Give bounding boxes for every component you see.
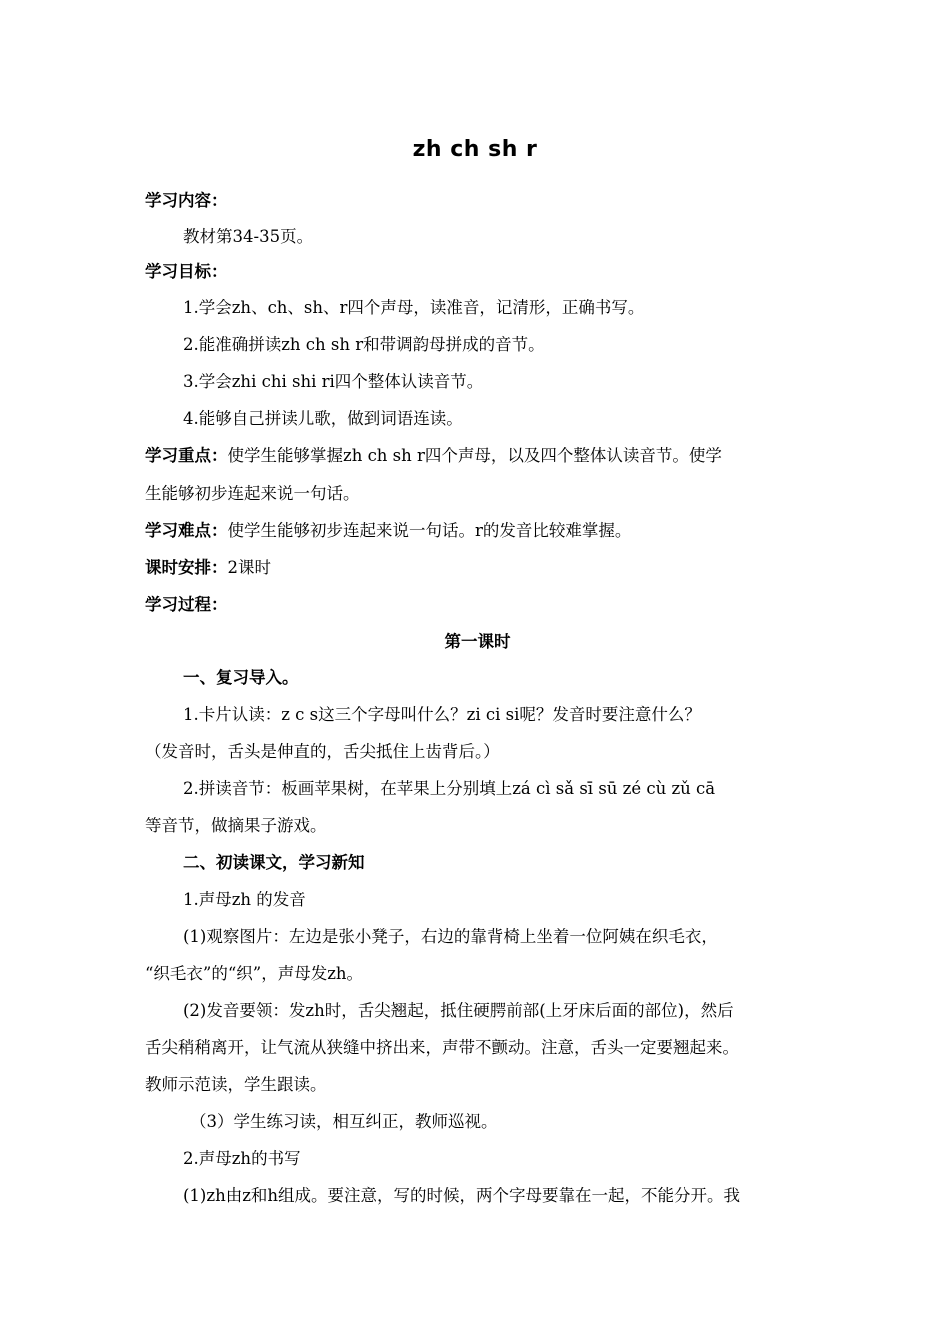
process-label: 学习过程： <box>145 595 228 614</box>
s2-p1-line2: “织毛衣”的“织”，声母发zh。 <box>145 964 364 983</box>
s2-p4-line1: (1)zh由z和h组成。要注意，写的时候，两个字母要靠在一起，不能分开。我 <box>183 1186 741 1205</box>
s2-sub1: 1.声母zh 的发音 <box>183 890 306 909</box>
goals-label: 学习目标： <box>145 262 228 281</box>
goals-section <box>145 261 810 283</box>
section1-heading: 一、复习导入。 <box>183 668 299 687</box>
schedule-label: 课时安排： <box>145 558 228 577</box>
s2-p3: （3）学生练习读，相互纠正，教师巡视。 <box>190 1112 498 1131</box>
difficulty-label: 学习难点： <box>145 521 228 540</box>
s2-p1-line1: (1)观察图片：左边是张小凳子，右边的靠背椅上坐着一位阿姨在织毛衣， <box>183 927 718 946</box>
key-points <box>145 445 810 467</box>
difficulty-text: 使学生能够初步连起来说一句话。r的发音比较难掌握。 <box>227 521 632 540</box>
content-text: 教材第34-35页。 <box>183 227 314 246</box>
key-text: 使学生能够掌握zh ch sh r四个声母，以及四个整体认读音节。使学 <box>227 446 722 465</box>
s1-p2-line1: 2.拼读音节：板画苹果树，在苹果上分别填上zá cì sǎ sī sū zé cù zǔ cā <box>183 779 716 798</box>
s1-p2-line2: 等音节，做摘果子游戏。 <box>145 816 327 835</box>
process-section <box>145 594 810 616</box>
key-label: 学习重点： <box>145 446 228 465</box>
s2-p2-line3: 教师示范读，学生跟读。 <box>145 1075 327 1094</box>
s1-p1-line2: （发音时，舌头是伸直的，舌尖抵住上齿背后。） <box>145 742 500 761</box>
goal-item: 2.能准确拼读zh ch sh r和带调韵母拼成的音节。 <box>183 335 545 354</box>
document-title: zh ch sh r <box>412 137 538 162</box>
content-section <box>145 190 810 212</box>
s2-p2-line2: 舌尖稍稍离开，让气流从狭缝中挤出来，声带不颤动。注意，舌头一定要翘起来。 <box>145 1038 739 1057</box>
schedule-text: 2课时 <box>227 558 271 577</box>
key-text-continued: 生能够初步连起来说一句话。 <box>145 484 360 503</box>
s1-p1-line1: 1.卡片认读：z c s这三个字母叫什么？zi ci si呢？发音时要注意什么？ <box>183 705 701 724</box>
schedule <box>145 557 810 579</box>
goal-item: 3.学会zhi chi shi ri四个整体认读音节。 <box>183 372 484 391</box>
lesson-heading: 第一课时 <box>444 632 511 651</box>
s2-p2-line1: (2)发音要领：发zh时，舌尖翘起，抵住硬腭前部(上牙床后面的部位)，然后 <box>183 1001 734 1020</box>
s2-sub2: 2.声母zh的书写 <box>183 1149 301 1168</box>
goal-item: 4.能够自己拼读儿歌，做到词语连读。 <box>183 409 463 428</box>
difficulty <box>145 520 810 542</box>
content-label: 学习内容： <box>145 191 228 210</box>
goal-item: 1.学会zh、ch、sh、r四个声母，读准音，记清形，正确书写。 <box>183 298 645 317</box>
section2-heading: 二、初读课文，学习新知 <box>183 853 365 872</box>
